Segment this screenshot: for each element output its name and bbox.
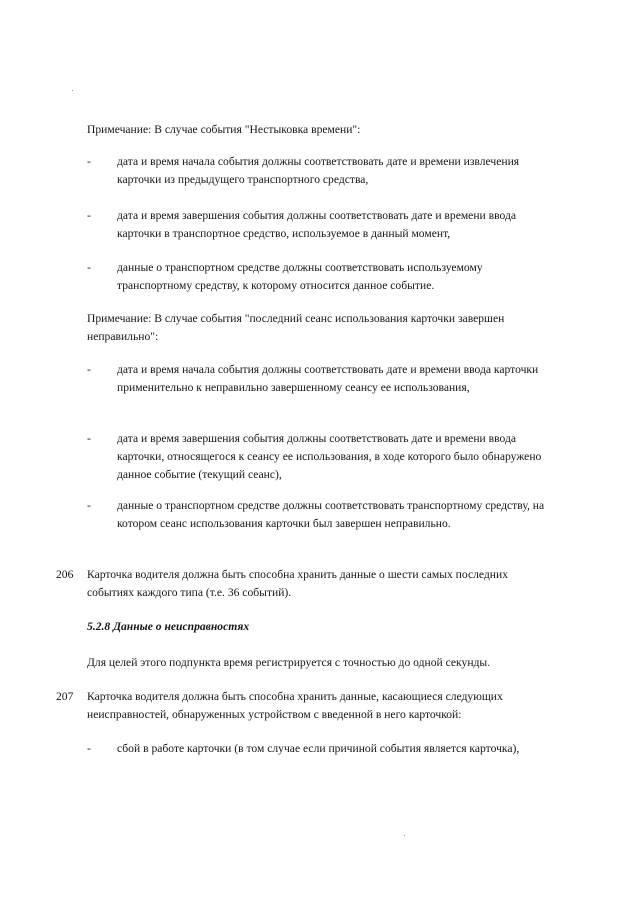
bullet-dash: - <box>87 363 91 376</box>
note2-intro: Примечание: В случае события "последний сеанс использования карточки завершен неправильно": <box>87 312 505 343</box>
requirement-number: 207 <box>56 690 74 703</box>
bullet-dash: - <box>87 742 91 755</box>
note1-item-text: дата и время завершения события должны соответствовать дате и времени ввода карточки в транспортное средство, используемое в данный момент, <box>117 209 517 240</box>
requirement-206-text: Карточка водителя должна быть способна хранить данные о шести самых последних событиях каждого типа (т.е. 36 событий). <box>87 568 508 599</box>
section-intro: Для целей этого подпункта время регистрируется с точностью до одной секунды. <box>87 656 491 669</box>
requirement-number: 206 <box>56 568 74 581</box>
bullet-dash: - <box>87 155 91 168</box>
bullet-dash: - <box>87 432 91 445</box>
bullet-dash: - <box>87 261 91 274</box>
note1-item-text: дата и время начала события должны соответствовать дате и времени извлечения карточки из предыдущего транспортного средства, <box>117 155 520 186</box>
req207-item-text: сбой в работе карточки (в том случае если причиной события является карточка), <box>117 742 520 755</box>
note2-item-text: данные о транспортном средстве должны соответствовать транспортному средству, на котором сеанс использования карточки был завершен неправильно. <box>117 499 545 530</box>
scan-speck <box>72 90 73 91</box>
bullet-dash: - <box>87 209 91 222</box>
bullet-dash: - <box>87 499 91 512</box>
note2-item-text: дата и время завершения события должны соответствовать дате и времени ввода карточки, относящегося к сеансу ее использования, в ходе которого было обнаружено данное событие (текущий сеанс), <box>117 432 542 481</box>
note2-item-text: дата и время начала события должны соответствовать дате и времени ввода карточки применительно к неправильно завершенному сеансу ее использования, <box>117 363 539 394</box>
scan-speck <box>404 835 405 836</box>
section-heading: 5.2.8 Данные о неисправностях <box>87 620 250 633</box>
note1-intro: Примечание: В случае события "Нестыковка времени": <box>87 123 361 136</box>
note1-item-text: данные о транспортном средстве должны соответствовать используемому транспортному средству, к которому относится данное событие. <box>117 261 483 292</box>
requirement-207-text: Карточка водителя должна быть способна хранить данные, касающиеся следующих неисправностей, обнаруженных устройством с введенной в него карточкой: <box>87 690 503 721</box>
